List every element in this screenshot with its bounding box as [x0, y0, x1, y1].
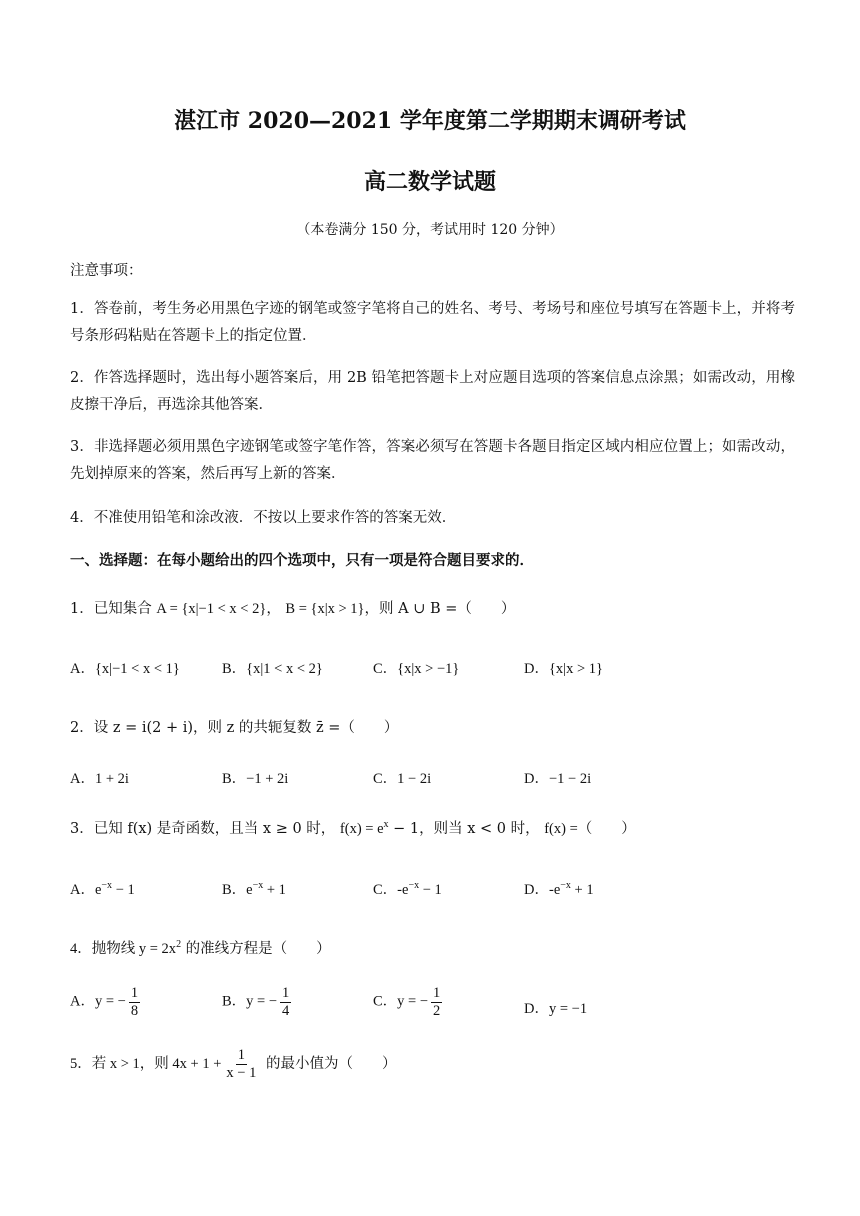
question-3 [70, 817, 636, 838]
notice-item-4: 4．不准使用铅笔和涂改液．不按以上要求作答的答案无效． [70, 510, 457, 526]
q4-text-a: 4．抛物线 y = 2x [70, 941, 177, 957]
q2-option-d: D．−1 − 2i [524, 771, 592, 787]
q4-c-label: C． [373, 993, 398, 1010]
q5-num: 1 [237, 1047, 246, 1063]
q3-c-base: -e [397, 882, 409, 898]
notice-item-2: 2．作答选择题时，选出每小题答案后，用 2B 铅笔把答题卡上对应题目选项的答案信息点涂黑；如需改动，用橡皮擦干净后，再选涂其他答案． [70, 370, 795, 413]
q4-option-a [70, 985, 143, 1019]
q4-c-den: 2 [433, 1002, 441, 1019]
q3-option-d [524, 878, 594, 899]
question-5 [70, 1047, 396, 1081]
q1-option-a: A．{x|−1 < x < 1} [70, 661, 180, 677]
q4-b-den: 4 [282, 1002, 290, 1019]
q4-option-b [222, 985, 294, 1019]
q1-ask: ，则 A ∪ B =（ ） [364, 601, 516, 617]
q4-a-lhs: y = − [94, 993, 126, 1010]
question-4 [70, 937, 331, 958]
exam-info: （本卷满分 150 分，考试用时 120 分钟） [296, 222, 564, 238]
q4-a-den: 8 [130, 1002, 139, 1019]
q3-b-base: e [246, 882, 253, 898]
q3-a-base: e [94, 882, 102, 898]
q4-d-lhs: y = −1 [548, 1001, 588, 1017]
q1-set-a: A = {x|−1 < x < 2} [156, 601, 267, 617]
notice-item-3: 3．非选择题必须用黑色字迹钢笔或签字笔作答，答案必须写在答题卡各题目指定区域内相应位置上；如需改动，先划掉原来的答案，然后再写上新的答案． [70, 439, 795, 482]
q3-text-b-sup: x [383, 819, 389, 831]
q3-d-tail: + 1 [570, 882, 594, 898]
q1-option-d: D．{x|x > 1} [524, 661, 603, 677]
exam-subtitle: 高二数学试题 [363, 169, 496, 195]
q3-b-label: B． [222, 882, 247, 898]
q4-b-fraction [280, 985, 291, 1019]
section-heading: 一、选择题：在每小题给出的四个选项中，只有一项是符合题目要求的． [70, 552, 534, 569]
q5-fraction [224, 1047, 258, 1081]
q3-a-sup: −x [101, 880, 113, 892]
q3-option-a [70, 878, 135, 899]
q3-b-tail: + 1 [263, 882, 286, 898]
q4-b-lhs: y = − [246, 993, 278, 1010]
q4-b-label: B． [222, 993, 247, 1010]
q3-text-d: f(x) =（ ） [544, 821, 636, 837]
q4-a-label: A． [70, 993, 95, 1010]
q3-d-sup: −x [560, 880, 571, 892]
q4-c-num: 1 [433, 985, 441, 1001]
q1-prefix: 1．已知集合 [70, 601, 152, 617]
q3-a-label: A． [70, 882, 95, 898]
q5-text-b: 的最小值为（ ） [261, 1056, 397, 1073]
q5-text-a: 5．若 x > 1，则 4x + 1 + [70, 1056, 222, 1073]
q1-option-b: B．{x|1 < x < 2} [222, 661, 323, 677]
q3-option-c [373, 878, 442, 899]
notice-heading: 注意事项： [70, 263, 143, 279]
notice-item-1: 1．答卷前，考生务必用黑色字迹的钢笔或签字笔将自己的姓名、考号、考场号和座位号填写在答题卡上，并将考号条形码粘贴在答题卡上的指定位置． [70, 301, 795, 344]
question-1: 1．已知集合 A = {x|−1 < x < 2}， B = {x|x > 1}，则 A ∪ B =（ ） [70, 601, 516, 617]
q4-b-num: 1 [282, 985, 290, 1001]
q4-a-num: 1 [130, 985, 139, 1001]
q4-option-c [373, 985, 445, 1019]
q2-option-a: A．1 + 2i [70, 771, 129, 787]
q2-option-c: C．1 − 2i [373, 771, 432, 787]
q3-text-a: 3．已知 f(x) 是奇函数，且当 x ≥ 0 时， [70, 821, 336, 837]
exam-title: 湛江市 2020—2021 学年度第二学期期末调研考试 [174, 108, 686, 134]
q4-d-label: D． [524, 1001, 549, 1017]
q3-c-sup: −x [408, 880, 420, 892]
q3-d-label: D． [524, 882, 549, 898]
q3-b-sup: −x [252, 880, 264, 892]
q4-text-sup: 2 [176, 939, 182, 951]
q1-option-c: C．{x|x > −1} [373, 661, 460, 677]
q2-option-b: B．−1 + 2i [222, 771, 289, 787]
q4-option-d [524, 997, 587, 1018]
q3-c-label: C． [373, 882, 398, 898]
q4-c-lhs: y = − [397, 993, 429, 1010]
q3-a-tail: − 1 [112, 882, 135, 898]
q3-option-b [222, 878, 286, 899]
q1-set-b: B = {x|x > 1} [285, 601, 365, 617]
q4-a-fraction [129, 985, 140, 1019]
question-2: 2．设 z = i(2 + i)，则 z 的共轭复数 z̄ =（ ） [70, 720, 399, 736]
q3-text-b: f(x) = e [339, 821, 384, 837]
q5-den: x − 1 [226, 1064, 257, 1081]
q3-d-base: -e [548, 882, 561, 898]
q4-c-fraction [431, 985, 442, 1019]
q3-text-c: − 1，则当 x < 0 时， [388, 821, 540, 837]
q3-c-tail: − 1 [419, 882, 442, 898]
q4-text-b: 的准线方程是（ ） [181, 941, 331, 957]
